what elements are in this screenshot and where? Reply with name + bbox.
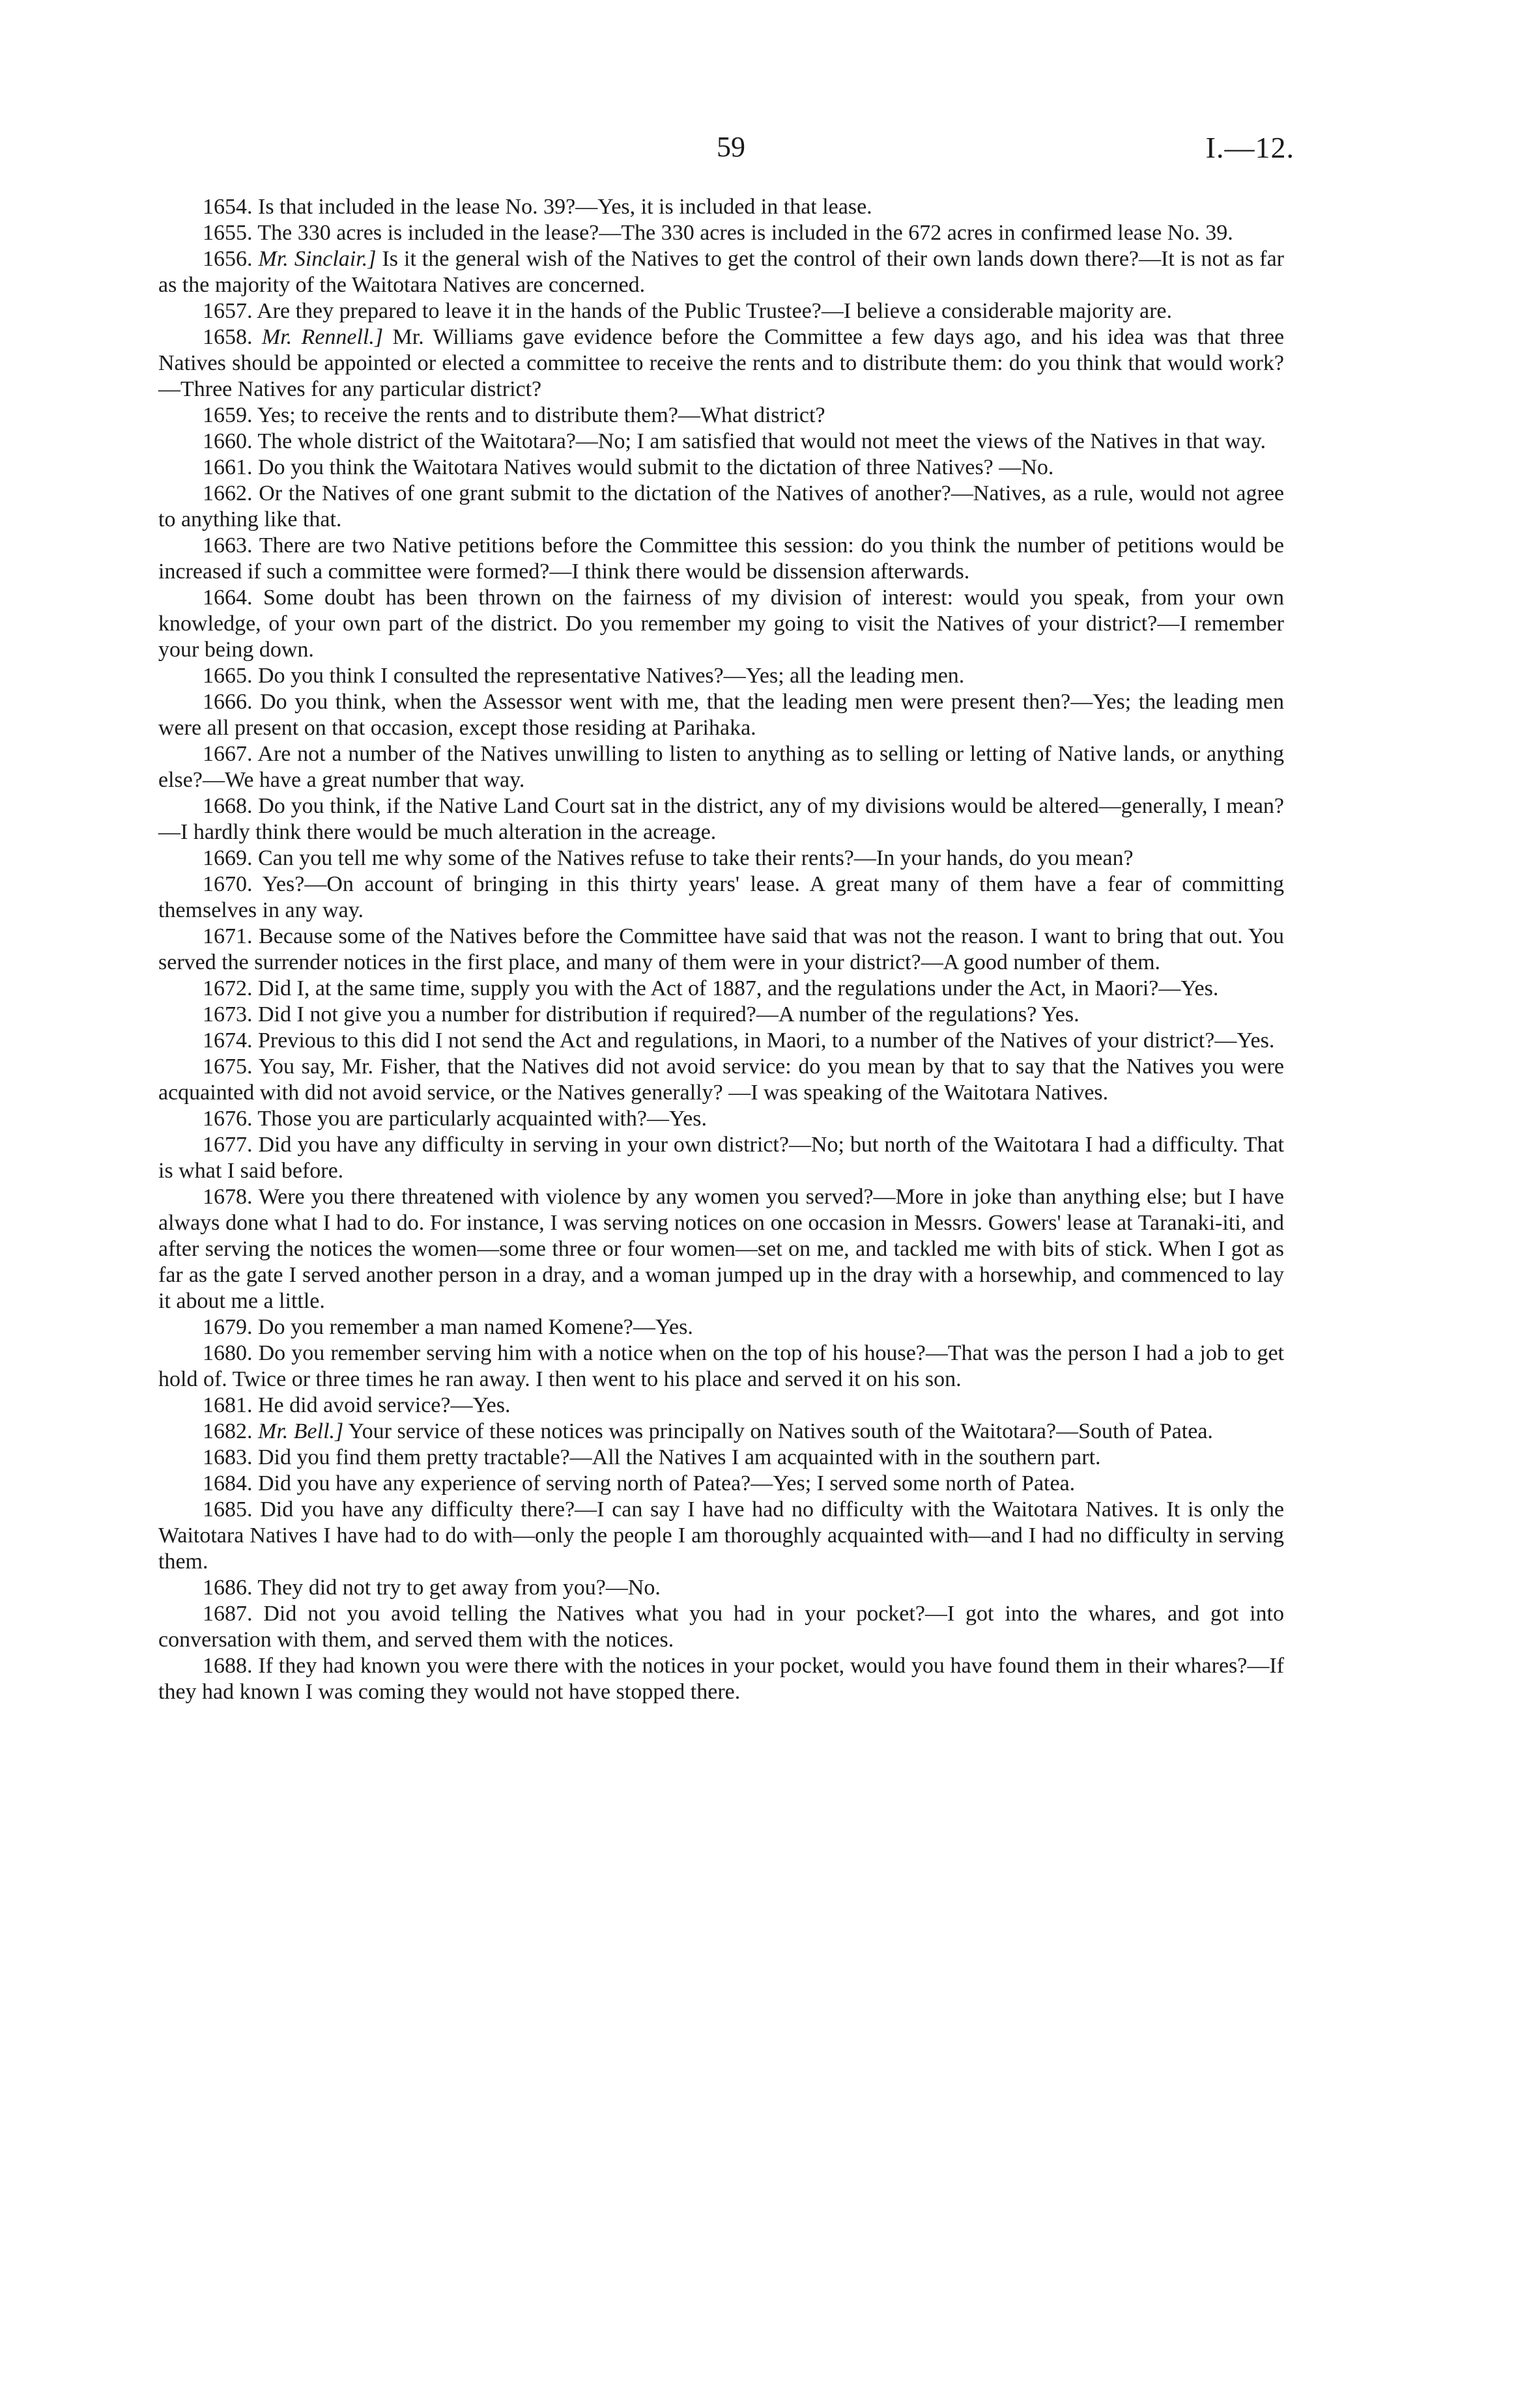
testimony-paragraph [158,1028,1284,1054]
question-number: 1681. [203,1393,253,1417]
testimony-paragraph [158,1445,1284,1471]
speaker-name: Mr. Bell.] [258,1419,344,1443]
question-number: 1655. [203,221,253,245]
testimony-paragraph [158,976,1284,1002]
testimony-paragraph [158,663,1284,689]
question-number: 1668. [203,794,253,818]
question-answer-text: Are not a number of the Natives unwilling to listen to anything as to selling or letting of Native lands, or anything else?—We have a great number that way. [158,742,1284,792]
testimony-paragraph [158,1340,1284,1393]
testimony-paragraph [158,220,1284,246]
question-number: 1683. [203,1445,253,1469]
speaker-name: Mr. Rennell.] [261,325,384,349]
testimony-paragraph [158,1393,1284,1419]
question-number: 1674. [203,1028,253,1053]
question-number: 1684. [203,1471,253,1495]
testimony-paragraph [158,871,1284,924]
question-number: 1669. [203,846,253,870]
testimony-paragraph [158,1653,1284,1705]
question-answer-text: There are two Native petitions before the Committee this session: do you think the number of petitions would be increased if such a committee were formed?—I think there would be dissension afterwards. [158,533,1285,584]
question-number: 1664. [203,586,253,610]
testimony-paragraph [158,1575,1284,1601]
question-answer-text: Did I not give you a number for distribution if required?—A number of the regulations? Yes. [258,1002,1080,1027]
question-number: 1676. [203,1107,253,1131]
question-answer-text: Yes; to receive the rents and to distribute them?—What district? [257,403,825,427]
testimony-paragraph [158,533,1284,585]
speaker-name: Mr. Sinclair.] [258,247,377,271]
question-answer-text: Some doubt has been thrown on the fairness of my division of interest: would you speak, from your own knowledge, of your own part of the district. Do you remember my going to visit the Natives of your district?—I remember your being down. [158,586,1284,662]
question-answer-text: Were you there threatened with violence by any women you served?—More in joke than anything else; but I have always done what I had to do. For instance, I was serving notices on one occasion in Messrs. Gowers' lease at Taranaki-iti, and after serving the notices the women—some three or four women—set on me, and tackled me with bits of stick. When I got as far as the gate I served another person in a dray, and a woman jumped up in the dray with a horsewhip, and commenced to lay it about me a little. [158,1185,1284,1313]
testimony-paragraph [158,1497,1284,1575]
question-number: 1656. [203,247,253,271]
question-answer-text: Those you are particularly acquainted with?—Yes. [257,1107,707,1131]
testimony-paragraph [158,246,1284,298]
question-answer-text: Do you think, when the Assessor went with me, that the leading men were present then?—Yes; the leading men were all present on that occasion, except those residing at Parihaka. [158,690,1285,740]
question-answer-text: Do you remember serving him with a notice when on the top of his house?—That was the person I had a job to get hold of. Twice or three times he ran away. I then went to his place and served it on his son. [158,1341,1285,1391]
question-number: 1654. [203,195,253,219]
testimony-paragraph [158,1419,1284,1445]
question-number: 1678. [203,1185,253,1209]
testimony-paragraph [158,924,1284,976]
question-answer-text: If they had known you were there with the notices in your pocket, would you have found them in their whares?—If they had known I was coming they would not have stopped there. [158,1654,1284,1704]
question-number: 1658. [203,325,253,349]
testimony-paragraph [158,793,1284,845]
question-number: 1660. [203,429,253,453]
testimony-paragraph [158,1106,1284,1132]
question-answer-text: Because some of the Natives before the Committee have said that was not the reason. I want to bring that out. You served the surrender notices in the first place, and many of them were in your district?—A good number of them. [158,924,1284,974]
testimony-paragraph [158,741,1284,793]
question-answer-text: The whole district of the Waitotara?—No; I am satisfied that would not meet the views of the Natives in that way. [257,429,1266,453]
testimony-paragraph [158,1054,1284,1106]
testimony-paragraph [158,1314,1284,1340]
question-answer-text: Did you have any difficulty in serving in your own district?—No; but north of the Waitotara I had a difficulty. That is what I said before. [158,1133,1285,1183]
question-number: 1661. [203,455,253,479]
question-number: 1666. [203,690,253,714]
question-answer-text: Yes?—On account of bringing in this thirty years' lease. A great many of them have a fear of committing themselves in any way. [158,872,1284,922]
question-answer-text: Your service of these notices was principally on Natives south of the Waitotara?—South of Patea. [348,1419,1213,1443]
question-answer-text: Did I, at the same time, supply you with the Act of 1887, and the regulations under the Act, in Maori?—Yes. [258,976,1219,1000]
question-number: 1682. [203,1419,253,1443]
question-answer-text: Or the Natives of one grant submit to the dictation of the Natives of another?—Natives, as a rule, would not agree to anything like that. [158,481,1285,531]
document-reference: I.—12. [1205,131,1294,164]
testimony-paragraph [158,403,1284,429]
question-answer-text: Do you think, if the Native Land Court sat in the district, any of my divisions would be altered—generally, I mean?—I hardly think there would be much alteration in the acreage. [158,794,1284,844]
question-number: 1675. [203,1055,253,1079]
testimony-paragraph [158,194,1284,220]
testimony-paragraph [158,429,1284,455]
question-number: 1688. [203,1654,253,1678]
question-number: 1663. [203,533,253,558]
question-number: 1677. [203,1133,253,1157]
testimony-paragraph [158,845,1284,871]
question-number: 1686. [203,1576,253,1600]
question-number: 1667. [203,742,253,766]
question-answer-text: Is it the general wish of the Natives to get the control of their own lands down there?—It is not as far as the majority of the Waitotara Natives are concerned. [158,247,1284,297]
question-answer-text: They did not try to get away from you?—No. [257,1576,661,1600]
page-number: 59 [717,131,745,163]
question-answer-text: You say, Mr. Fisher, that the Natives did not avoid service: do you mean by that to say that the Natives you were acquainted with did not avoid service, or the Natives generally? —I was speaking of the Waitotara Natives. [158,1055,1284,1105]
question-answer-text: Mr. Williams gave evidence before the Committee a few days ago, and his idea was that three Natives should be appointed or elected a committee to receive the rents and to distribute them: do you think that would work?—Three Natives for any particular district? [158,325,1285,401]
testimony-paragraph [158,1184,1284,1314]
question-answer-text: He did avoid service?—Yes. [258,1393,511,1417]
question-number: 1659. [203,403,253,427]
testimony-paragraph [158,689,1284,741]
question-number: 1657. [203,299,253,323]
question-number: 1679. [203,1315,253,1339]
question-number: 1662. [203,481,253,505]
question-answer-text: Did you have any experience of serving north of Patea?—Yes; I served some north of Patea. [258,1471,1076,1495]
question-number: 1685. [203,1497,253,1522]
question-answer-text: Did not you avoid telling the Natives what you had in your pocket?—I got into the whares, and got into conversation with them, and served them with the notices. [158,1602,1285,1652]
question-answer-text: Can you tell me why some of the Natives refuse to take their rents?—In your hands, do you mean? [258,846,1134,870]
question-answer-text: Do you remember a man named Komene?—Yes. [258,1315,693,1339]
testimony-paragraph [158,585,1284,663]
question-number: 1680. [203,1341,253,1365]
question-answer-text: Is that included in the lease No. 39?—Yes, it is included in that lease. [258,195,872,219]
question-number: 1672. [203,976,253,1000]
question-answer-text: Are they prepared to leave it in the hands of the Public Trustee?—I believe a considerable majority are. [257,299,1172,323]
question-number: 1671. [203,924,253,948]
question-number: 1665. [203,664,253,688]
question-answer-text: The 330 acres is included in the lease?—The 330 acres is included in the 672 acres in confirmed lease No. 39. [257,221,1233,245]
testimony-body [158,194,1284,1705]
page-header [0,130,1516,176]
question-number: 1670. [203,872,253,896]
question-answer-text: Did you find them pretty tractable?—All the Natives I am acquainted with in the southern part. [258,1445,1101,1469]
question-answer-text: Did you have any difficulty there?—I can say I have had no difficulty with the Waitotara Natives. It is only the Waitotara Natives I have had to do with—only the people I am thoroughly acquainted with—and I had no difficulty in serving them. [158,1497,1285,1574]
testimony-paragraph [158,1601,1284,1653]
testimony-paragraph [158,1471,1284,1497]
question-answer-text: Do you think the Waitotara Natives would submit to the dictation of three Natives? —No. [258,455,1054,479]
question-number: 1687. [203,1602,253,1626]
question-answer-text: Previous to this did I not send the Act and regulations, in Maori, to a number of the Natives of your district?—Yes. [258,1028,1275,1053]
testimony-paragraph [158,455,1284,481]
testimony-paragraph [158,1002,1284,1028]
question-answer-text: Do you think I consulted the representative Natives?—Yes; all the leading men. [258,664,965,688]
testimony-paragraph [158,481,1284,533]
question-number: 1673. [203,1002,253,1027]
testimony-paragraph [158,324,1284,403]
testimony-paragraph [158,1132,1284,1184]
testimony-paragraph [158,298,1284,324]
